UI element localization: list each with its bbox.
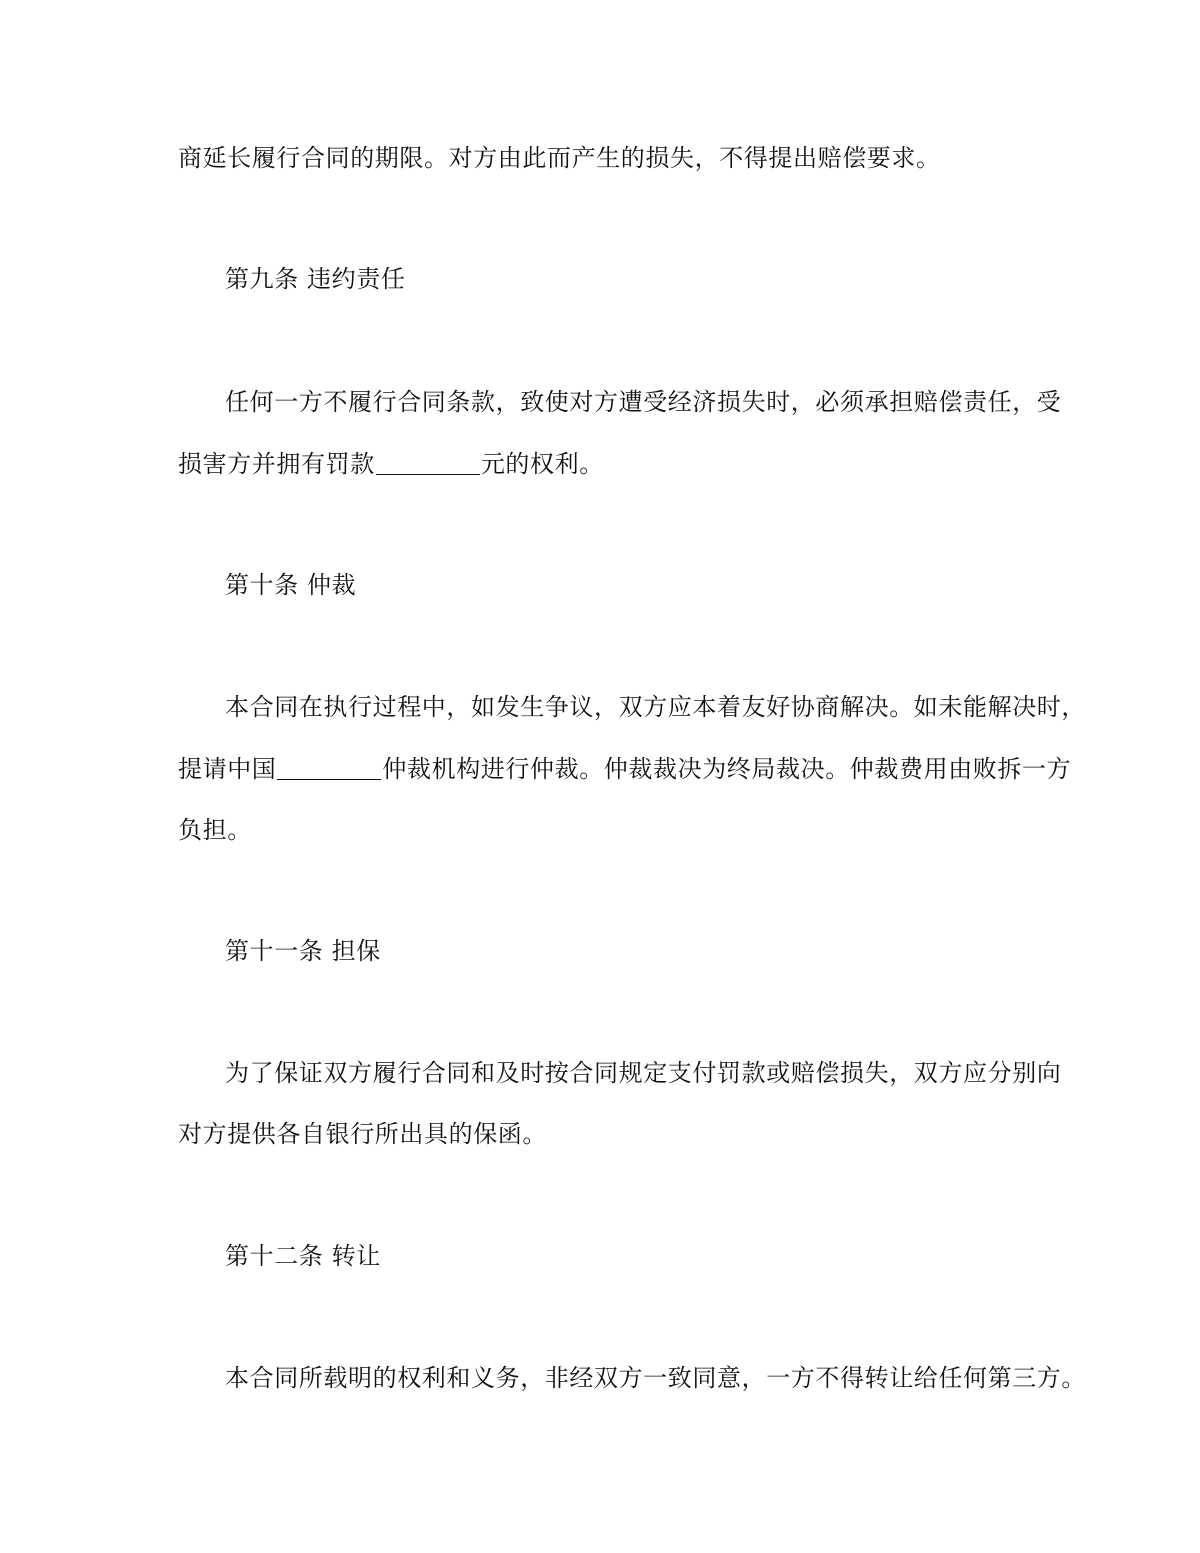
paragraph-line: 为了保证双方履行合同和及时按合同规定支付罚款或赔偿损失，双方应分别向 bbox=[225, 1059, 1062, 1087]
paragraph-line: 本合同在执行过程中，如发生争议，双方应本着友好协商解决。如未能解决时， bbox=[225, 693, 1086, 721]
paragraph-line: 商延长履行合同的期限。对方由此而产生的损失，不得提出赔偿要求。 bbox=[178, 144, 941, 172]
text-segment: 损害方并拥有罚款 bbox=[178, 450, 375, 478]
paragraph-line: 任何一方不履行合同条款，致使对方遭受经济损失时，必须承担赔偿责任，受 bbox=[225, 388, 1062, 416]
paragraph-line: 负担。 bbox=[178, 816, 252, 844]
article-heading-12: 第十二条 转让 bbox=[225, 1242, 381, 1270]
article-heading-11: 第十一条 担保 bbox=[225, 937, 381, 965]
paragraph-line-with-blank bbox=[178, 449, 604, 479]
text-segment: 仲裁机构进行仲裁。仲裁裁决为终局裁决。仲裁费用由败拆一方 bbox=[382, 755, 1072, 783]
fill-in-blank bbox=[277, 755, 381, 780]
text-segment: 元的权利。 bbox=[480, 450, 604, 478]
fill-in-blank bbox=[376, 450, 480, 475]
article-heading-10: 第十条 仲裁 bbox=[225, 571, 357, 599]
paragraph-line: 对方提供各自银行所出具的保函。 bbox=[178, 1120, 547, 1148]
paragraph-line-with-blank bbox=[178, 754, 1071, 784]
text-segment: 提请中国 bbox=[178, 755, 277, 783]
article-heading-9: 第九条 违约责任 bbox=[225, 265, 406, 293]
paragraph-line: 本合同所载明的权利和义务，非经双方一致同意，一方不得转让给任何第三方。 bbox=[225, 1364, 1086, 1392]
